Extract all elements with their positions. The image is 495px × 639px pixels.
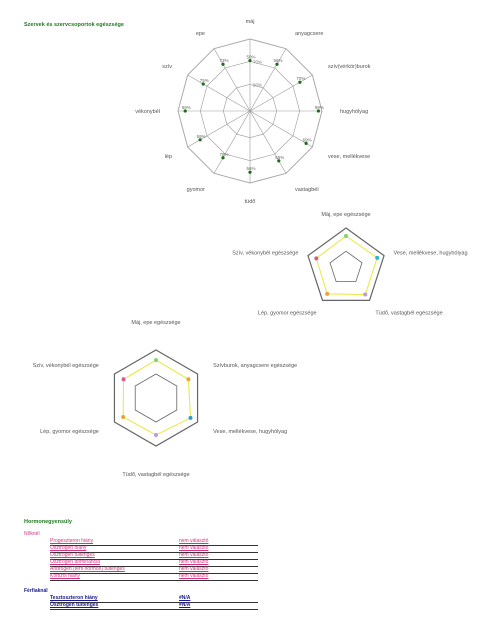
data-point bbox=[186, 377, 190, 381]
data-point bbox=[154, 433, 158, 437]
axis-label: Máj, epe egészsége bbox=[321, 212, 371, 218]
series-line bbox=[123, 360, 190, 435]
data-point bbox=[363, 293, 367, 297]
axis-label: vékonybél bbox=[135, 109, 160, 115]
axis-label: Szívburok, anyagcsere egészsége bbox=[213, 363, 298, 369]
row-label[interactable]: Ösztrogén dominancia bbox=[50, 559, 101, 565]
radar-spoke bbox=[250, 111, 286, 173]
row-label[interactable]: Ösztrogén túltengés bbox=[50, 602, 99, 608]
row-value: #N/A bbox=[179, 602, 191, 608]
data-label: 99% bbox=[314, 105, 324, 110]
data-label: 50% bbox=[246, 54, 256, 60]
radar-inner bbox=[135, 374, 177, 422]
data-point bbox=[122, 377, 126, 381]
hormone-section-title: Hormonegyensúly bbox=[24, 519, 72, 525]
radar-spoke bbox=[188, 75, 250, 111]
row-value[interactable]: nem választó bbox=[179, 545, 209, 551]
axis-label: máj bbox=[245, 19, 255, 25]
axis-label: szív bbox=[162, 64, 173, 70]
axis-label: hugyhólyag bbox=[340, 109, 369, 115]
axis-label: epe bbox=[195, 31, 205, 38]
axis-label: szív(vérkör)burok bbox=[327, 64, 371, 70]
data-point bbox=[325, 292, 329, 296]
row-label[interactable]: Androgén (férfi hormon) túltengés bbox=[50, 566, 125, 572]
row-value[interactable]: nem választó bbox=[179, 573, 209, 579]
axis-label: Tüdő, vastagbél egészsége bbox=[375, 310, 443, 317]
women-section-title: Nőknél bbox=[24, 531, 40, 537]
data-label: 69% bbox=[302, 137, 312, 143]
data-label: 70% bbox=[296, 76, 306, 82]
axis-label: Szív, vékonybél egészsége bbox=[32, 363, 99, 369]
data-label: 59% bbox=[181, 105, 191, 110]
row-value[interactable]: nem választó bbox=[179, 552, 209, 558]
row-label[interactable]: Tesztoszteron hiány bbox=[50, 595, 98, 601]
data-label: 56% bbox=[273, 58, 283, 64]
radar-spoke bbox=[188, 111, 250, 147]
row-value[interactable]: nem választó bbox=[179, 566, 209, 572]
data-point bbox=[154, 358, 158, 362]
axis-label: Vese, mellékvese, hugyhólyag bbox=[213, 429, 288, 435]
data-label: 65% bbox=[275, 154, 285, 160]
radar-spoke bbox=[214, 111, 250, 173]
data-label: 78% bbox=[219, 151, 229, 157]
axis-label: tüdő bbox=[244, 199, 256, 205]
row-label[interactable]: Kortizol hiány bbox=[50, 573, 81, 579]
axis-label: vastagbél bbox=[295, 186, 319, 193]
data-point bbox=[375, 256, 379, 260]
axis-label: vese, mellékvese bbox=[327, 154, 371, 160]
row-label[interactable]: Progeszteron hiány bbox=[50, 538, 94, 544]
data-point bbox=[344, 234, 348, 238]
table-row bbox=[50, 573, 258, 581]
axis-label: anyagcsere bbox=[295, 31, 324, 38]
row-label[interactable]: Ösztrogén hiány bbox=[50, 545, 87, 551]
tick-label: 70% bbox=[253, 59, 263, 65]
page-title: Szervek és szervcsoportok egészsége bbox=[24, 22, 124, 28]
row-value[interactable]: nem választó bbox=[179, 559, 209, 565]
data-label: 73% bbox=[219, 58, 229, 64]
radar-inner bbox=[330, 251, 362, 281]
radar-outer bbox=[308, 228, 384, 300]
data-point bbox=[314, 256, 318, 260]
axis-label: lép bbox=[164, 154, 173, 160]
axis-label: Vese, mellékvese, hugyhólyag bbox=[393, 250, 468, 257]
data-label: 56% bbox=[246, 166, 256, 172]
data-label: 59% bbox=[196, 133, 206, 139]
data-point bbox=[121, 415, 125, 419]
axis-label: gyomor bbox=[186, 186, 205, 193]
axis-label: Tüdő, vastagbél egészsége bbox=[122, 472, 190, 478]
axis-label: Lép, gyomor egészsége bbox=[257, 310, 317, 317]
data-point bbox=[189, 416, 193, 420]
radar-outer bbox=[114, 350, 197, 446]
row-value[interactable]: nem választó bbox=[179, 538, 209, 544]
data-label: 75% bbox=[199, 78, 209, 83]
tick-label: 50% bbox=[253, 82, 263, 88]
axis-label: Máj, epe egészsége bbox=[131, 320, 181, 326]
row-value: #N/A bbox=[179, 595, 191, 601]
axis-label: Lép, gyomor egészsége bbox=[40, 429, 99, 435]
axis-label: Szív, vékonybél egészsége bbox=[232, 250, 299, 257]
men-section-title: Férfiaknál bbox=[24, 588, 48, 594]
row-label[interactable]: Ösztrogén túltengés bbox=[50, 552, 95, 558]
table-row bbox=[50, 602, 258, 610]
series-line bbox=[316, 236, 377, 295]
